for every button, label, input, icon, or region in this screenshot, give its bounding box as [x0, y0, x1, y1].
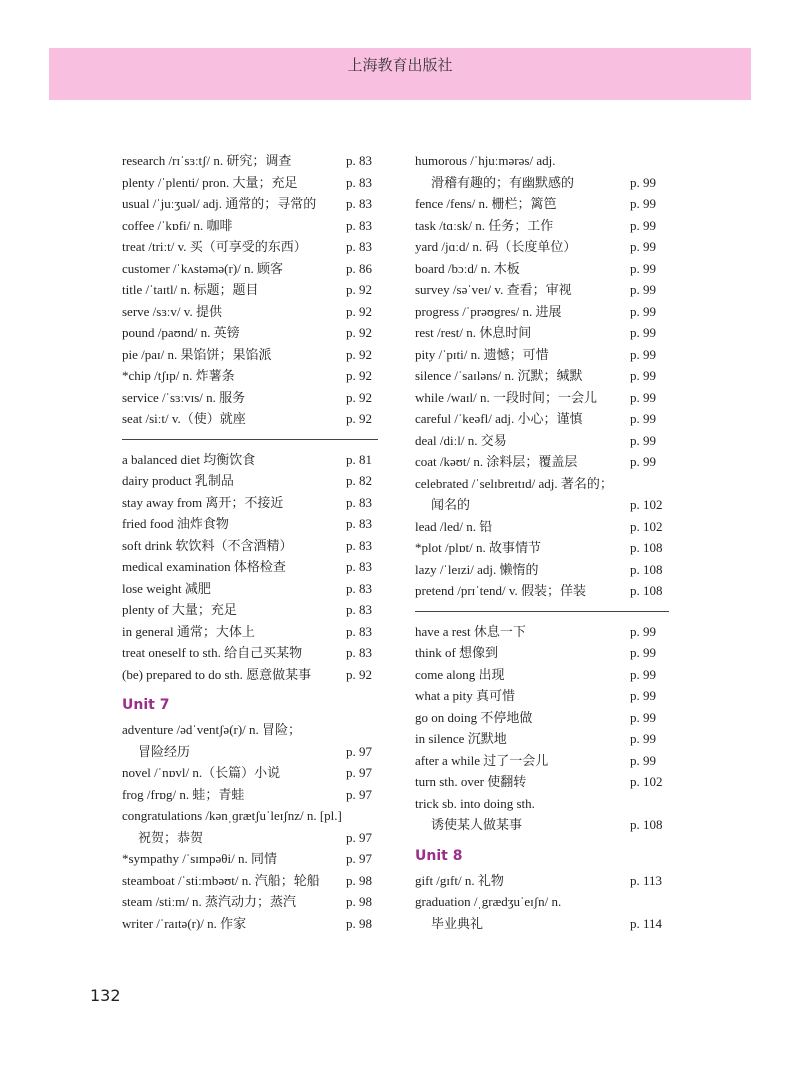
vocab-entry: [122, 719, 378, 741]
entry-text: pound /paʊnd/ n. 英镑: [122, 325, 240, 340]
entry-text: silence /ˈsaɪləns/ n. 沉默；缄默: [415, 368, 583, 383]
entry-text: title /ˈtaɪtl/ n. 标题；题目: [122, 282, 259, 297]
vocab-entry: [122, 762, 378, 784]
entry-text: treat /triːt/ v. 买（可享受的东西）: [122, 239, 307, 254]
page-reference: p. 92: [346, 666, 372, 682]
vocab-entry: [415, 408, 669, 430]
entry-text: dairy product 乳制品: [122, 473, 234, 488]
vocab-entry: [415, 215, 669, 237]
page-reference: p. 99: [630, 389, 656, 405]
vocab-entry-continuation: [415, 814, 669, 836]
entry-text: lose weight 减肥: [122, 580, 211, 596]
page-reference: p. 99: [630, 454, 656, 469]
vocab-entry: [122, 301, 378, 323]
page-reference: p. 98: [346, 894, 372, 909]
vocab-entry: [122, 172, 378, 194]
entry-text: survey /səˈveɪ/ v. 查看；审视: [415, 282, 572, 297]
page-reference: p. 102: [630, 518, 663, 534]
page-reference: p. 99: [630, 325, 656, 340]
vocab-entry: [122, 535, 378, 557]
section-divider: [415, 611, 669, 612]
entry-text: have a rest 休息一下: [415, 623, 526, 639]
page-reference: p. 83: [346, 645, 372, 660]
vocab-entry: [122, 599, 378, 621]
vocab-entry: [122, 344, 378, 366]
entry-text: stay away from 离开；不接近: [122, 494, 284, 510]
vocab-entry: [415, 279, 669, 301]
entry-text: a balanced diet 均衡饮食: [122, 451, 256, 467]
page-reference: p. 108: [630, 583, 663, 598]
vocab-entry: [415, 537, 669, 559]
page-reference: p. 92: [346, 368, 372, 383]
vocab-entry: [122, 236, 378, 258]
page-reference: p. 83: [346, 174, 372, 190]
vocab-entry-continuation: [415, 172, 669, 194]
page-reference: p. 83: [346, 196, 372, 211]
entry-text: gift /gɪft/ n. 礼物: [415, 872, 504, 888]
page-reference: p. 83: [346, 494, 372, 510]
vocab-entry: [415, 728, 669, 750]
entry-text: board /bɔːd/ n. 木板: [415, 260, 520, 276]
vocab-entry: [122, 215, 378, 237]
page-reference: p. 99: [630, 346, 656, 362]
vocab-entry: [415, 793, 669, 815]
vocab-entry: [122, 279, 378, 301]
vocab-entry: [122, 492, 378, 514]
entry-text: in general 通常；大体上: [122, 623, 255, 639]
page-reference: p. 99: [630, 217, 656, 233]
entry-text: 祝贺；恭贺: [138, 829, 204, 845]
entry-text: 诱使某人做某事: [431, 817, 523, 832]
entry-text: humorous /ˈhjuːmərəs/ adj.: [415, 153, 556, 168]
entry-text: coffee /ˈkɒfi/ n. 咖啡: [122, 217, 233, 233]
page-reference: p. 99: [630, 688, 656, 703]
vocab-entry-continuation: [415, 913, 669, 935]
page-reference: p. 99: [630, 174, 656, 190]
vocabulary-column-right: [415, 150, 669, 934]
entry-text: after a while 过了一会儿: [415, 752, 549, 768]
entry-text: trick sb. into doing sth.: [415, 795, 535, 811]
page-reference: p. 83: [346, 580, 372, 596]
entry-text: 闻名的: [431, 497, 471, 512]
entry-text: writer /ˈraɪtə(r)/ n. 作家: [122, 915, 247, 931]
entry-text: lead /led/ n. 铅: [415, 518, 493, 534]
entry-text: deal /diːl/ n. 交易: [415, 432, 507, 448]
page-reference: p. 114: [630, 915, 663, 931]
page-reference: p. 108: [630, 540, 663, 555]
page-reference: p. 83: [346, 239, 372, 254]
page-reference: p. 99: [630, 731, 656, 746]
entry-text: come along 出现: [415, 666, 505, 682]
entry-text: adventure /ədˈventʃə(r)/ n. 冒险；: [122, 722, 302, 737]
entry-text: yard /jɑːd/ n. 码（长度单位）: [415, 239, 577, 254]
page-reference: p. 98: [346, 915, 372, 931]
vocab-entry: [415, 580, 669, 602]
vocab-entry-continuation: [415, 494, 669, 516]
page-number: 132: [90, 986, 121, 1005]
page-reference: p. 92: [346, 282, 372, 297]
page-reference: p. 102: [630, 774, 663, 789]
vocab-entry: [122, 556, 378, 578]
page-reference: p. 102: [630, 497, 663, 512]
entry-text: go on doing 不停地做: [415, 709, 533, 725]
vocab-entry: [122, 470, 378, 492]
entry-text: soft drink 软饮料（不含酒精）: [122, 537, 293, 553]
page-reference: p. 98: [346, 872, 372, 888]
entry-text: congratulations /kənˌɡrætʃuˈleɪʃnz/ n. [pl.]: [122, 808, 342, 823]
page-reference: p. 99: [630, 196, 656, 211]
unit-heading: Unit 8: [415, 847, 463, 864]
page-reference: p. 99: [630, 368, 656, 383]
entry-text: research /rɪˈsɜːtʃ/ n. 研究；调查: [122, 153, 292, 168]
entry-text: think of 想像到: [415, 645, 499, 660]
entry-text: pity /ˈpɪti/ n. 遗憾；可惜: [415, 346, 549, 362]
vocab-entry: [415, 193, 669, 215]
page-reference: p. 97: [346, 851, 372, 866]
page-reference: p. 92: [346, 389, 372, 405]
page-reference: p. 83: [346, 602, 372, 617]
entry-text: treat oneself to sth. 给自己买某物: [122, 645, 303, 660]
page-reference: p. 99: [630, 666, 656, 682]
entry-text: 滑稽有趣的；有幽默感的: [431, 174, 575, 190]
vocab-entry: [122, 805, 378, 827]
entry-text: plenty /ˈplenti/ pron. 大量；充足: [122, 174, 298, 190]
page-reference: p. 81: [346, 451, 372, 467]
vocab-entry: [122, 150, 378, 172]
vocab-entry: [122, 913, 378, 935]
vocab-entry: [122, 891, 378, 913]
page-reference: p. 99: [630, 623, 656, 639]
entry-text: medical examination 体格检查: [122, 559, 286, 574]
vocab-entry: [415, 771, 669, 793]
entry-text: plenty of 大量；充足: [122, 602, 237, 617]
vocab-entry: [122, 848, 378, 870]
page-reference: p. 83: [346, 217, 372, 233]
page-reference: p. 108: [630, 817, 663, 832]
page-reference: p. 99: [630, 645, 656, 660]
page-reference: p. 83: [346, 153, 372, 168]
page-reference: p. 82: [346, 473, 372, 488]
vocab-entry: [122, 870, 378, 892]
page-reference: p. 83: [346, 537, 372, 553]
vocab-entry: [415, 430, 669, 452]
page-reference: p. 83: [346, 516, 372, 531]
entry-text: customer /ˈkʌstəmə(r)/ n. 顾客: [122, 260, 284, 276]
page-reference: p. 99: [630, 411, 656, 426]
vocab-entry: [415, 344, 669, 366]
entry-text: progress /ˈprəʊgres/ n. 进展: [415, 303, 562, 319]
entry-text: fence /fens/ n. 栅栏；篱笆: [415, 196, 557, 211]
entry-text: in silence 沉默地: [415, 731, 507, 746]
vocab-entry: [415, 685, 669, 707]
page-reference: p. 113: [630, 872, 663, 888]
page-reference: p. 97: [346, 765, 372, 780]
vocab-entry: [122, 387, 378, 409]
vocab-entry: [415, 642, 669, 664]
page-reference: p. 92: [346, 411, 372, 426]
page-reference: p. 86: [346, 260, 372, 276]
entry-text: steam /stiːm/ n. 蒸汽动力；蒸汽: [122, 894, 297, 909]
vocab-entry: [122, 258, 378, 280]
entry-text: 冒险经历: [138, 743, 191, 759]
entry-text: steamboat /ˈstiːmbəʊt/ n. 汽船；轮船: [122, 872, 320, 888]
entry-text: coat /kəʊt/ n. 涂料层；覆盖层: [415, 454, 578, 469]
vocab-entry: [415, 559, 669, 581]
entry-text: pretend /prɪˈtend/ v. 假装；佯装: [415, 583, 587, 598]
vocab-entry: [415, 870, 669, 892]
page-reference: p. 92: [346, 346, 372, 362]
entry-text: graduation /ˌgrædʒuˈeɪʃn/ n.: [415, 894, 562, 909]
page-reference: p. 97: [346, 786, 372, 802]
entry-text: careful /ˈkeəfl/ adj. 小心；谨慎: [415, 411, 583, 426]
entry-text: pie /paɪ/ n. 果馅饼；果馅派: [122, 346, 272, 362]
entry-text: rest /rest/ n. 休息时间: [415, 325, 532, 340]
vocab-entry: [122, 578, 378, 600]
vocab-entry: [122, 449, 378, 471]
entry-text: while /waɪl/ n. 一段时间；一会儿: [415, 389, 597, 405]
entry-text: usual /ˈjuːʒuəl/ adj. 通常的；寻常的: [122, 196, 317, 211]
entry-text: novel /ˈnɒvl/ n.（长篇）小说: [122, 765, 281, 780]
vocabulary-column-left: [122, 150, 378, 934]
entry-text: what a pity 真可惜: [415, 688, 516, 703]
vocab-entry: [122, 784, 378, 806]
entry-text: service /ˈsɜːvɪs/ n. 服务: [122, 389, 246, 405]
entry-text: *sympathy /ˈsɪmpəθi/ n. 同情: [122, 851, 277, 866]
page-reference: p. 83: [346, 559, 372, 574]
vocab-entry: [415, 664, 669, 686]
page-reference: p. 92: [346, 325, 372, 340]
page-reference: p. 92: [346, 303, 372, 319]
vocab-entry: [122, 408, 378, 430]
vocab-entry-continuation: [122, 827, 378, 849]
entry-text: turn sth. over 使翻转: [415, 774, 527, 789]
vocab-entry: [415, 473, 669, 495]
entry-text: celebrated /ˈselɪbreɪtɪd/ adj. 著名的；: [415, 475, 613, 491]
page-reference: p. 99: [630, 239, 656, 254]
vocab-entry: [122, 365, 378, 387]
page-reference: p. 83: [346, 623, 372, 639]
vocab-entry: [415, 365, 669, 387]
publisher-name: 上海教育出版社: [347, 56, 453, 74]
entry-text: (be) prepared to do sth. 愿意做某事: [122, 666, 312, 682]
publisher-banner: [49, 48, 751, 100]
page-reference: p. 99: [630, 709, 656, 725]
page-reference: p. 97: [346, 743, 372, 759]
vocab-entry: [415, 150, 669, 172]
page-reference: p. 99: [630, 282, 656, 297]
vocab-entry: [415, 451, 669, 473]
entry-text: lazy /ˈleɪzi/ adj. 懒惰的: [415, 561, 539, 577]
entry-text: *chip /tʃɪp/ n. 炸薯条: [122, 368, 235, 383]
vocab-entry: [122, 642, 378, 664]
entry-text: *plot /plɒt/ n. 故事情节: [415, 540, 541, 555]
vocab-entry: [415, 236, 669, 258]
entry-text: task /tɑːsk/ n. 任务；工作: [415, 217, 554, 233]
vocab-entry: [415, 891, 669, 913]
vocab-entry: [415, 621, 669, 643]
vocab-entry: [415, 750, 669, 772]
vocab-entry: [415, 387, 669, 409]
vocab-entry: [122, 664, 378, 686]
vocab-entry: [415, 322, 669, 344]
page-reference: p. 99: [630, 432, 656, 448]
vocab-entry: [122, 322, 378, 344]
vocab-entry: [415, 516, 669, 538]
entry-text: frog /frɒg/ n. 蛙；青蛙: [122, 786, 245, 802]
entry-text: fried food 油炸食物: [122, 516, 229, 531]
entry-text: 毕业典礼: [431, 915, 484, 931]
page-reference: p. 97: [346, 829, 372, 845]
vocab-entry: [415, 707, 669, 729]
vocab-entry: [122, 193, 378, 215]
page-reference: p. 108: [630, 561, 663, 577]
vocab-entry: [122, 513, 378, 535]
section-divider: [122, 439, 378, 440]
page-reference: p. 99: [630, 303, 656, 319]
vocab-entry-continuation: [122, 741, 378, 763]
page-reference: p. 99: [630, 260, 656, 276]
unit-heading: Unit 7: [122, 697, 170, 713]
vocab-entry: [122, 621, 378, 643]
entry-text: serve /sɜːv/ v. 提供: [122, 303, 222, 319]
page-reference: p. 99: [630, 752, 656, 768]
vocab-entry: [415, 258, 669, 280]
entry-text: seat /siːt/ v.（使）就座: [122, 411, 246, 426]
vocab-entry: [415, 301, 669, 323]
